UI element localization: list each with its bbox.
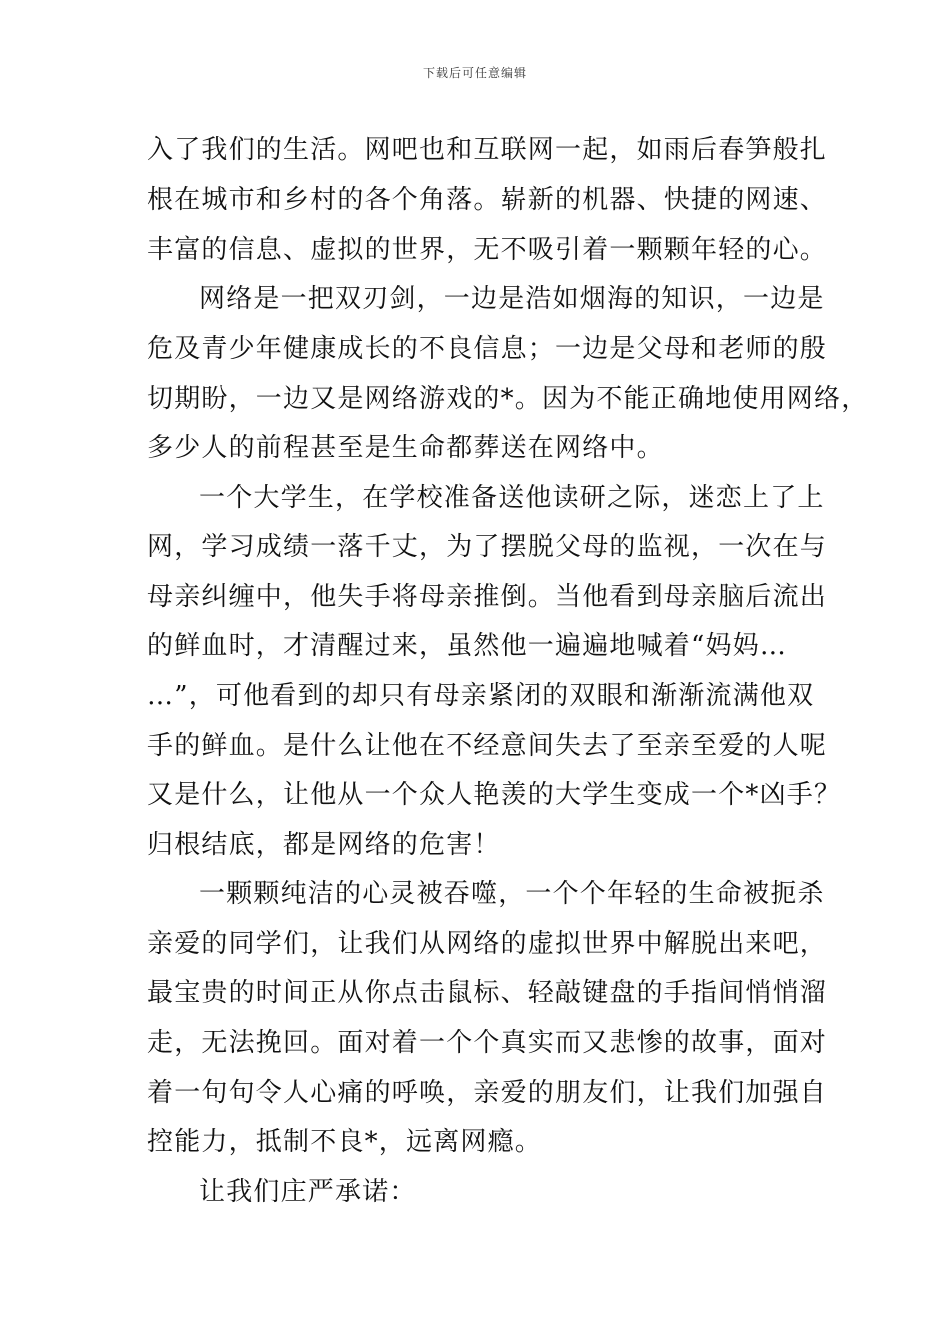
body-line: 又是什么，让他从一个众人艳羡的大学生变成一个*凶手？ (147, 780, 842, 810)
page-header: 下载后可任意编辑 (422, 66, 527, 80)
body-line: 着一句句令人心痛的呼唤，亲爱的朋友们，让我们加强自 (147, 1078, 828, 1108)
body-line: 网，学习成绩一落千丈，为了摆脱父母的监视，一次在与 (147, 532, 828, 562)
body-line: 一个大学生，在学校准备送他读研之际，迷恋上了上 (199, 483, 825, 513)
body-line: 丰富的信息、虚拟的世界，无不吸引着一颗颗年轻的心。 (147, 235, 828, 265)
body-line: 走，无法挽回。面对着一个个真实而又悲惨的故事，面对 (147, 1028, 828, 1058)
body-line: 多少人的前程甚至是生命都葬送在网络中。 (147, 433, 664, 463)
body-line: 归根结底，都是网络的危害！ (147, 830, 501, 860)
body-line: 入了我们的生活。网吧也和互联网一起，如雨后春笋般扎 (147, 135, 828, 165)
body-line: 切期盼，一边又是网络游戏的*。因为不能正确地使用网络， (147, 384, 869, 414)
body-line: 网络是一把双刃剑，一边是浩如烟海的知识，一边是 (199, 284, 825, 314)
body-line: 母亲纠缠中，他失手将母亲推倒。当他看到母亲脑后流出 (147, 582, 828, 612)
body-line: 让我们庄严承诺： (199, 1177, 417, 1207)
body-line: 危及青少年健康成长的不良信息；一边是父母和老师的殷 (147, 334, 828, 364)
body-line: 控能力，抵制不良*，远离网瘾。 (147, 1127, 543, 1157)
body-line: 亲爱的同学们，让我们从网络的虚拟世界中解脱出来吧， (147, 929, 828, 959)
body-line: 一颗颗纯洁的心灵被吞噬，一个个年轻的生命被扼杀 (199, 879, 825, 909)
body-line: 手的鲜血。是什么让他在不经意间失去了至亲至爱的人呢 (147, 731, 828, 761)
body-line: 最宝贵的时间正从你点击鼠标、轻敲键盘的手指间悄悄溜 (147, 978, 828, 1008)
body-line: …”，可他看到的却只有母亲紧闭的双眼和渐渐流满他双 (147, 681, 815, 711)
body-line: 根在城市和乡村的各个角落。崭新的机器、快捷的网速、 (147, 185, 828, 215)
body-line: 的鲜血时，才清醒过来，虽然他一遍遍地喊着“妈妈… (147, 631, 788, 661)
